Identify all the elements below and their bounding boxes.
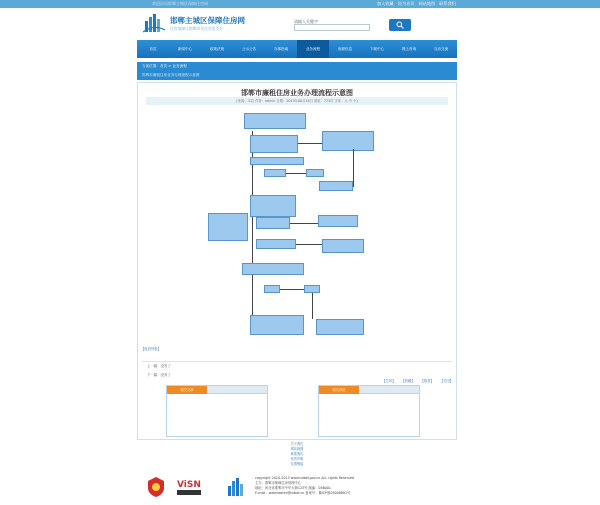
footer-logo-icon[interactable] <box>225 476 247 498</box>
search-button[interactable] <box>389 19 411 31</box>
flow-step <box>250 135 298 153</box>
footer-link-about[interactable]: 关于我们 <box>290 442 304 446</box>
flow-step <box>256 239 296 249</box>
article-meta: [来源：本站 作者：admin 日期：2013年06月18日 浏览：773次 字体：大 中 小] <box>146 97 448 105</box>
related-articles-tab[interactable]: 相关文章 <box>167 386 207 394</box>
footer-link-sitemap[interactable]: 网站地图 <box>290 447 304 451</box>
related-comments-panel <box>318 385 420 437</box>
flow-step <box>316 319 364 335</box>
flow-step <box>244 113 306 129</box>
flow-connector <box>312 293 313 319</box>
sponsor-text: 主办：邯郸市保障住房管理中心 <box>255 481 302 485</box>
back-to-list-link[interactable]: 【返回列表】 <box>141 347 161 351</box>
flowchart-image <box>198 113 398 349</box>
nav-item-notice[interactable]: 公示公告 <box>241 47 257 51</box>
flow-connector <box>286 173 306 174</box>
flow-step <box>256 217 290 229</box>
nav-item-housing[interactable]: 房源信息 <box>337 47 353 51</box>
site-subtitle: 住房保障让邯郸市民住房更美好 <box>170 26 224 31</box>
article-tools <box>382 378 453 383</box>
favorite-link[interactable]: 【收藏】 <box>401 379 415 383</box>
contact-link[interactable]: 联系我们 <box>439 1 456 6</box>
prev-article-link[interactable]: 上一篇：没有了 <box>147 364 171 368</box>
nav-item-process[interactable]: 业务流程 <box>297 40 329 58</box>
recommend-link[interactable]: 【推荐】 <box>420 379 434 383</box>
address-text: 地址：河北省邯郸市中华大街123号 邮编：056001 <box>255 486 331 490</box>
footer-link-disclaimer[interactable]: 免责声明 <box>290 457 304 461</box>
footer-copyright <box>255 476 354 496</box>
site-title: 邯郸主城区保障住房网 <box>170 16 245 25</box>
flow-step <box>264 169 286 177</box>
next-article-link[interactable]: 下一篇：没有了 <box>147 373 171 377</box>
flow-connector <box>280 289 304 290</box>
related-comments-tab[interactable]: 相关评论 <box>319 386 359 394</box>
flow-connector <box>298 143 322 144</box>
set-homepage-link[interactable]: 设为首页 <box>397 1 415 6</box>
panel-header <box>167 386 267 394</box>
breadcrumb-current: 邯郸市廉租住房业务办理流程示意图 <box>142 73 200 77</box>
nav-item-download[interactable]: 下载中心 <box>369 47 385 51</box>
panel-header <box>319 386 419 394</box>
header <box>137 8 457 38</box>
flow-step <box>264 285 280 293</box>
related-articles-panel <box>166 385 268 437</box>
breadcrumb-path[interactable]: 当前位置：首页 > 业务流程 <box>142 64 187 68</box>
footer <box>137 440 457 505</box>
article-container <box>137 82 457 440</box>
flow-step <box>208 213 248 241</box>
add-favorite-link[interactable]: 加入收藏 <box>376 1 394 6</box>
footer-links <box>137 442 457 467</box>
article-title: 邯郸市廉租住房业务办理流程示意图 <box>241 88 353 97</box>
top-links <box>377 0 456 8</box>
flow-step <box>318 215 358 227</box>
flow-step <box>250 195 296 217</box>
nav-item-news[interactable]: 新闻中心 <box>177 47 193 51</box>
flow-connector <box>290 223 318 224</box>
nav-item-guide[interactable]: 办事指南 <box>273 47 289 51</box>
nav-item-consult[interactable]: 网上咨询 <box>401 47 417 51</box>
flow-connector <box>353 149 354 187</box>
flow-step <box>306 169 324 177</box>
nav-item-interact[interactable]: 互动交流 <box>433 47 449 51</box>
breadcrumb <box>137 62 457 80</box>
flow-step <box>322 131 374 151</box>
site-logo-icon[interactable] <box>143 12 165 34</box>
email-text: E-mail：webmaster@hdbzf.cn 备案号：冀ICP备05008891号 <box>255 491 351 495</box>
flow-step <box>242 263 304 275</box>
vision-logo-icon[interactable] <box>175 476 203 498</box>
flow-step <box>250 315 304 335</box>
flow-step <box>322 239 364 253</box>
flow-step <box>319 181 353 191</box>
footer-link-friends[interactable]: 友情链接 <box>290 462 304 466</box>
footer-link-contact[interactable]: 联系我们 <box>290 452 304 456</box>
search-icon <box>396 21 404 29</box>
top-bar <box>0 0 600 8</box>
search-input[interactable] <box>294 24 370 31</box>
copyright-text: copyright 2010-2013 www.hdbzf.gov.cn ALL rights Reserved <box>255 476 355 480</box>
police-badge-icon[interactable] <box>147 476 165 498</box>
flow-step <box>250 157 304 165</box>
print-link[interactable]: 【打印】 <box>382 379 396 383</box>
welcome-text: 欢迎访问邯郸主城区保障住房网 <box>152 1 208 6</box>
flow-connector <box>296 244 322 245</box>
sitemap-link[interactable]: 网站地图 <box>418 1 436 6</box>
svg-text:ViSN: ViSN <box>177 480 201 490</box>
nav-item-policy[interactable]: 政策法规 <box>209 47 225 51</box>
search-label: 请输入关键字 <box>294 19 318 24</box>
flow-step <box>304 285 320 293</box>
main-nav <box>137 40 457 58</box>
close-link[interactable]: 【关闭】 <box>439 379 453 383</box>
nav-item-home[interactable]: 首页 <box>149 47 157 51</box>
